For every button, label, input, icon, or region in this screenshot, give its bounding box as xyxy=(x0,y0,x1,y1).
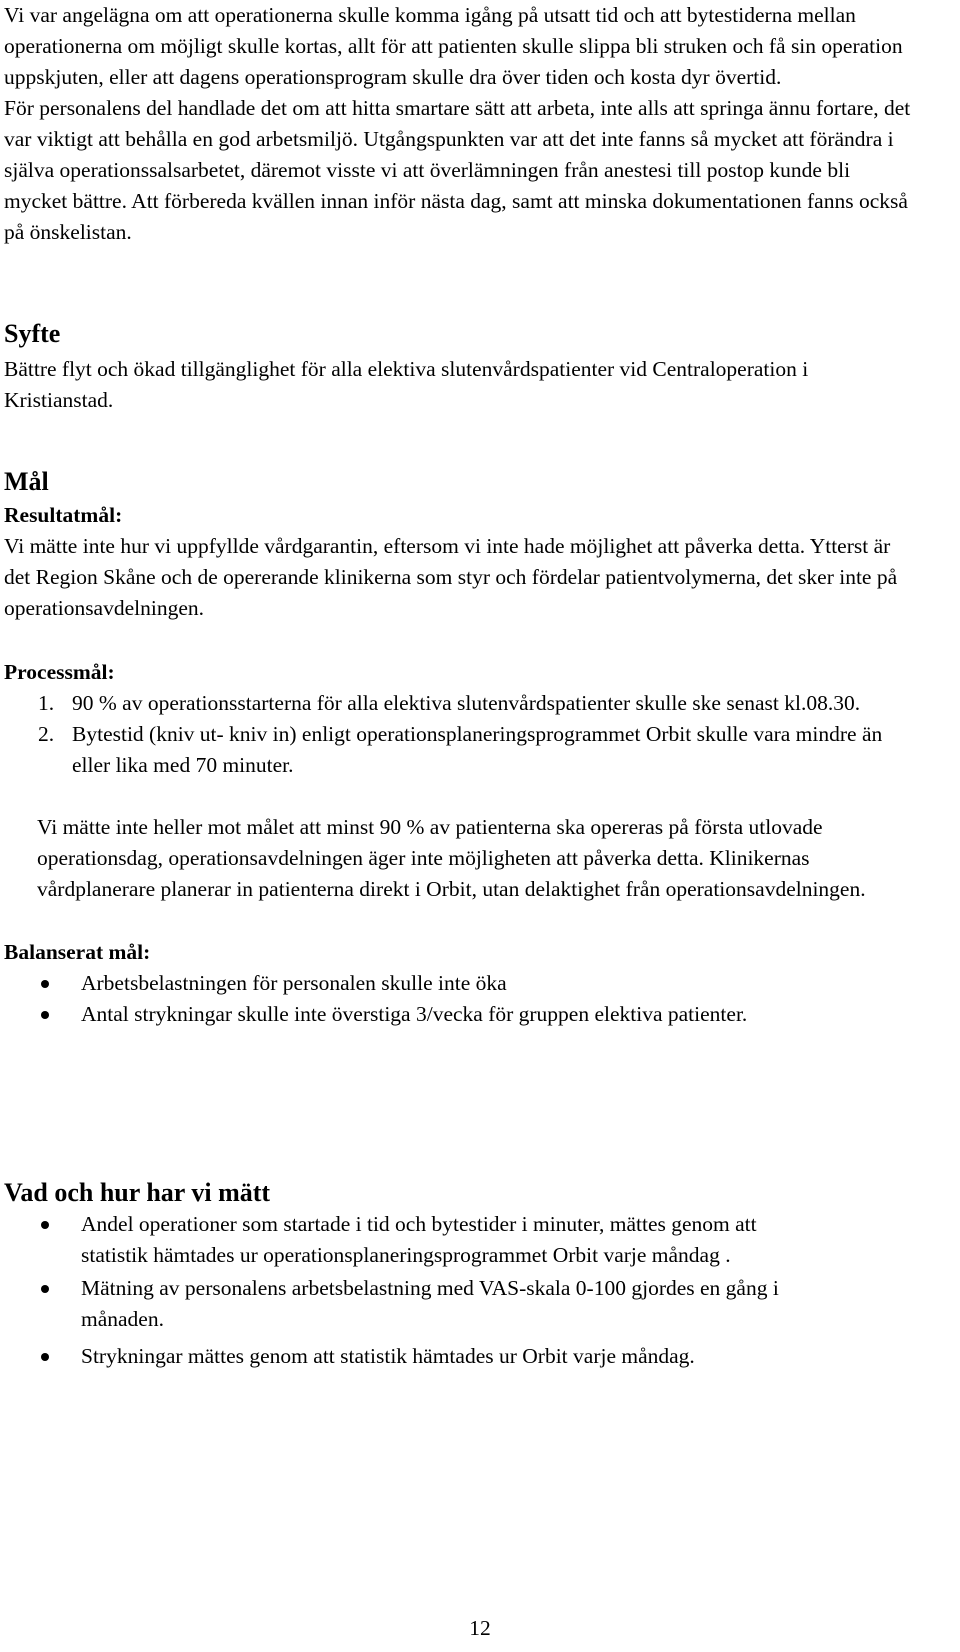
processmal-item-text: 90 % av operationsstarterna för alla elektiva slutenvårdspatienter skulle ske senast kl.08.30. xyxy=(72,691,861,715)
balanserat-list xyxy=(4,968,924,1030)
matning-item-2 xyxy=(4,1273,824,1335)
matning-item-text: Mätning av personalens arbetsbelastning med VAS-skala 0-100 gjordes en gång i månaden. xyxy=(81,1276,779,1331)
bullet-icon xyxy=(41,980,49,988)
processmal-item-2 xyxy=(4,719,924,781)
matning-section xyxy=(4,1177,924,1372)
balanserat-item-1 xyxy=(4,968,924,999)
processmal-item-number: 2. xyxy=(38,722,55,746)
matning-heading: Vad och hur har vi mätt xyxy=(4,1178,271,1207)
mal-heading: Mål xyxy=(4,467,49,496)
bullet-icon xyxy=(41,1221,49,1229)
resultatmal-heading: Resultatmål: xyxy=(4,503,123,527)
bullet-icon xyxy=(41,1285,49,1293)
processmal-heading: Processmål: xyxy=(4,660,115,684)
intro-paragraph-1: Vi var angelägna om att operationerna skulle komma igång på utsatt tid och att bytestiderna mellan operationerna om möjligt skulle kortas, allt för att patienten skulle slippa bli struken och få sin operation uppskjuten, eller att dagens operationsprogram skulle dra över tiden och kosta dyr övertid. xyxy=(4,3,903,89)
processmal-item-number: 1. xyxy=(38,691,55,715)
processmal-note: Vi mätte inte heller mot målet att minst 90 % av patienterna ska opereras på första utlovade operationsdag, operationsavdelningen äger inte möjligheten att påverka detta. Klinikernas vårdplanerare planerar in patienterna direkt i Orbit, utan delaktighet från operationsavdelningen. xyxy=(37,815,866,901)
balanserat-item-2 xyxy=(4,999,924,1030)
intro-paragraph-2: För personalens del handlade det om att hitta smartare sätt att arbeta, inte alls att springa ännu fortare, det var viktigt att behålla en god arbetsmiljö. Utgångspunkten var att det inte fanns så mycket att förändra i själva operationssalsarbetet, däremot visste vi att överlämningen från anestesi till postop kunde bli mycket bättre. Att förbereda kvällen innan inför nästa dag, samt att minska dokumentationen fanns också på önskelistan. xyxy=(4,96,911,244)
bullet-icon xyxy=(41,1011,49,1019)
balanserat-heading: Balanserat mål: xyxy=(4,940,151,964)
matning-item-3 xyxy=(4,1341,824,1372)
processmal-item-text: Bytestid (kniv ut- kniv in) enligt operationsplaneringsprogrammet Orbit skulle vara mindre än eller lika med 70 minuter. xyxy=(72,722,883,777)
syfte-section xyxy=(4,318,924,416)
processmal-list xyxy=(4,688,924,781)
matning-item-text: Strykningar mättes genom att statistik hämtades ur Orbit varje måndag. xyxy=(81,1344,695,1368)
processmal-item-1 xyxy=(4,688,924,719)
intro-section xyxy=(4,0,914,248)
matning-item-text: Andel operationer som startade i tid och bytestider i minuter, mättes genom att statistik hämtades ur operationsplaneringsprogrammet Orbit varje måndag . xyxy=(81,1212,757,1267)
page-number: 12 xyxy=(469,1616,491,1640)
syfte-heading: Syfte xyxy=(4,319,61,348)
resultatmal-text: Vi mätte inte hur vi uppfyllde vårdgarantin, eftersom vi inte hade möjlighet att påverka detta. Ytterst är det Region Skåne och de opererande klinikerna som styr och fördelar patientvolymerna, det sker inte på operationsavdelningen. xyxy=(4,534,898,620)
matning-item-1 xyxy=(4,1209,824,1271)
bullet-icon xyxy=(41,1353,49,1361)
balanserat-item-text: Arbetsbelastningen för personalen skulle inte öka xyxy=(81,971,507,995)
mal-section xyxy=(4,466,924,1030)
matning-list xyxy=(4,1209,824,1372)
syfte-text: Bättre flyt och ökad tillgänglighet för alla elektiva slutenvårdspatienter vid Centraloperation i Kristianstad. xyxy=(4,357,809,412)
balanserat-item-text: Antal strykningar skulle inte överstiga 3/vecka för gruppen elektiva patienter. xyxy=(81,1002,748,1026)
